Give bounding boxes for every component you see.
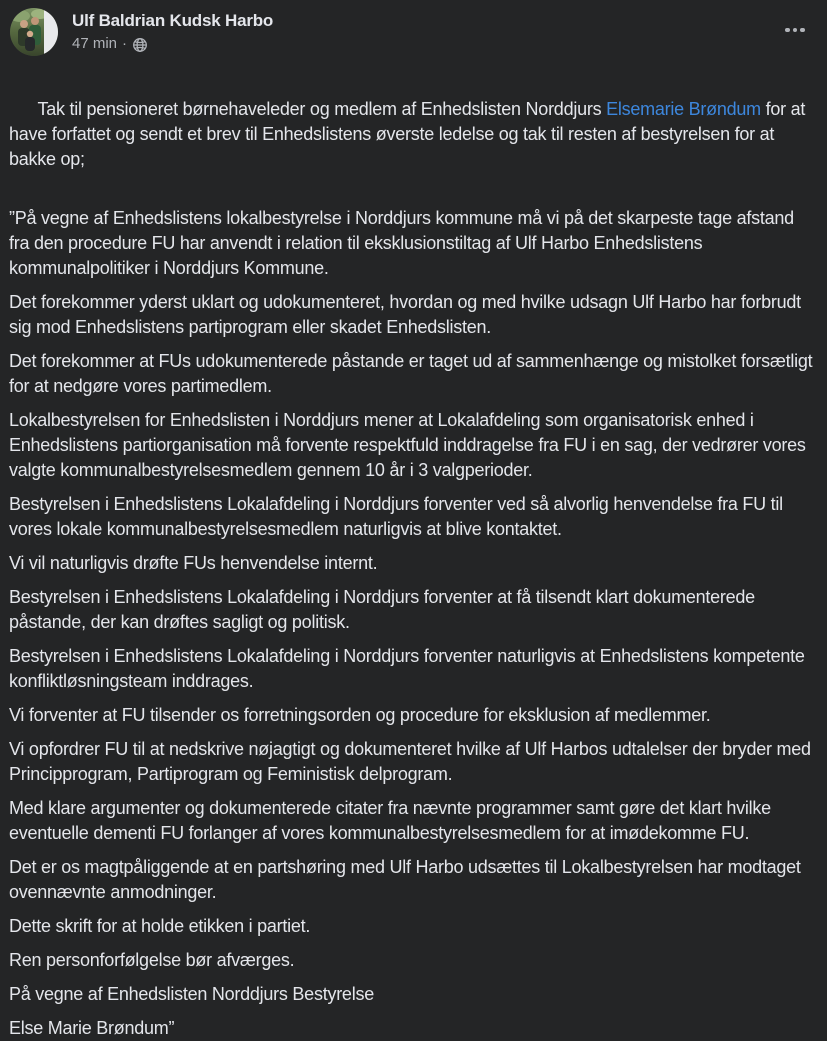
post-header: [0, 0, 827, 64]
post-paragraph: Vi opfordrer FU til at nedskrive nøjagtigt og dokumenteret hvilke af Ulf Harbos udtalelser der bryder med Principprogram, Partiprogram og Feministisk delprogram.: [9, 739, 816, 784]
meta-separator: ·: [122, 35, 128, 52]
post-paragraph: Vi forventer at FU tilsender os forretningsorden og procedure for eksklusion af medlemmer.: [9, 705, 711, 725]
avatar[interactable]: [10, 8, 58, 56]
more-options-button[interactable]: [777, 14, 813, 46]
post-paragraph: Med klare argumenter og dokumenterede citater fra nævnte programmer samt gøre det klart hvilke eventuelle dementi FU forlanger af vores kommunalbestyrelsesmedlem for at imødekomme FU.: [9, 798, 776, 843]
post-paragraph: Ren personforfølgelse bør afværges.: [9, 950, 295, 970]
post-paragraph: Det forekommer at FUs udokumenterede påstande er taget ud af sammenhænge og mistolket forsætligt for at nedgøre vores partimedlem.: [9, 351, 818, 396]
post-paragraph: Else Marie Brøndum”: [9, 1018, 175, 1038]
globe-icon: [132, 37, 148, 53]
paragraph-text-before-link: Tak til pensioneret børnehaveleder og medlem af Enhedslisten Norddjurs: [37, 99, 607, 119]
post-paragraph: [9, 72, 818, 197]
three-dots-icon: [793, 28, 798, 33]
timestamp[interactable]: 47 min: [72, 35, 118, 52]
post-paragraph: ”På vegne af Enhedslistens lokalbestyrelse i Norddjurs kommune må vi på det skarpeste tage afstand fra den procedure FU har anvendt i relation til eksklusionstiltag af Ulf Harbo Enhedslistens kommunalpolitiker i Norddjurs Kommune.: [9, 208, 799, 278]
header-meta: [72, 8, 817, 53]
three-dots-icon: [785, 28, 790, 33]
post-paragraph: Det er os magtpåliggende at en partshøring med Ulf Harbo udsættes til Lokalbestyrelsen har modtaget ovennævnte anmodninger.: [9, 857, 806, 902]
post-paragraph: Vi vil naturligvis drøfte FUs henvendelse internt.: [9, 553, 378, 573]
post-paragraphs: [9, 206, 818, 1041]
post-paragraph: Bestyrelsen i Enhedslistens Lokalafdeling i Norddjurs forventer naturligvis at Enhedslistens kompetente konfliktløsningsteam inddrages.: [9, 646, 810, 691]
profile-photo: [10, 8, 58, 56]
three-dots-icon: [800, 28, 805, 33]
post-paragraph: Dette skrift for at holde etikken i partiet.: [9, 916, 311, 936]
post-paragraph: På vegne af Enhedslisten Norddjurs Bestyrelse: [9, 984, 374, 1004]
post-body: [0, 64, 827, 1041]
author-name[interactable]: Ulf Baldrian Kudsk Harbo: [72, 11, 274, 30]
paragraph-text-after-link: for at have forfattet og sendt et brev til Enhedslistens øverste ledelse og tak til resten af bestyrelsen for at bakke op;: [9, 99, 810, 169]
post-meta-row: [72, 35, 817, 53]
mention-link-elsemarie-brondum[interactable]: Elsemarie Brøndum: [606, 99, 761, 119]
post-paragraph: Bestyrelsen i Enhedslistens Lokalafdeling i Norddjurs forventer ved så alvorlig henvendelse fra FU til vores lokale kommunalbestyrelsesmedlem naturligvis at blive kontaktet.: [9, 494, 788, 539]
post-paragraph: Bestyrelsen i Enhedslistens Lokalafdeling i Norddjurs forventer at få tilsendt klart dokumenterede påstande, der kan drøftes sagligt og politisk.: [9, 587, 760, 632]
post-paragraph: Det forekommer yderst uklart og udokumenteret, hvordan og med hvilke udsagn Ulf Harbo har forbrudt sig mod Enhedslistens partiprogram eller skadet Enhedslisten.: [9, 292, 806, 337]
post-paragraph: Lokalbestyrelsen for Enhedslisten i Norddjurs mener at Lokalafdeling som organisatorisk enhed i Enhedslistens partiorganisation må forvente respektfuld inddragelse fra FU i en sag, der vedrører vores valgte kommunalbestyrelsesmedlem gennem 10 år i 3 valgperioder.: [9, 410, 811, 480]
